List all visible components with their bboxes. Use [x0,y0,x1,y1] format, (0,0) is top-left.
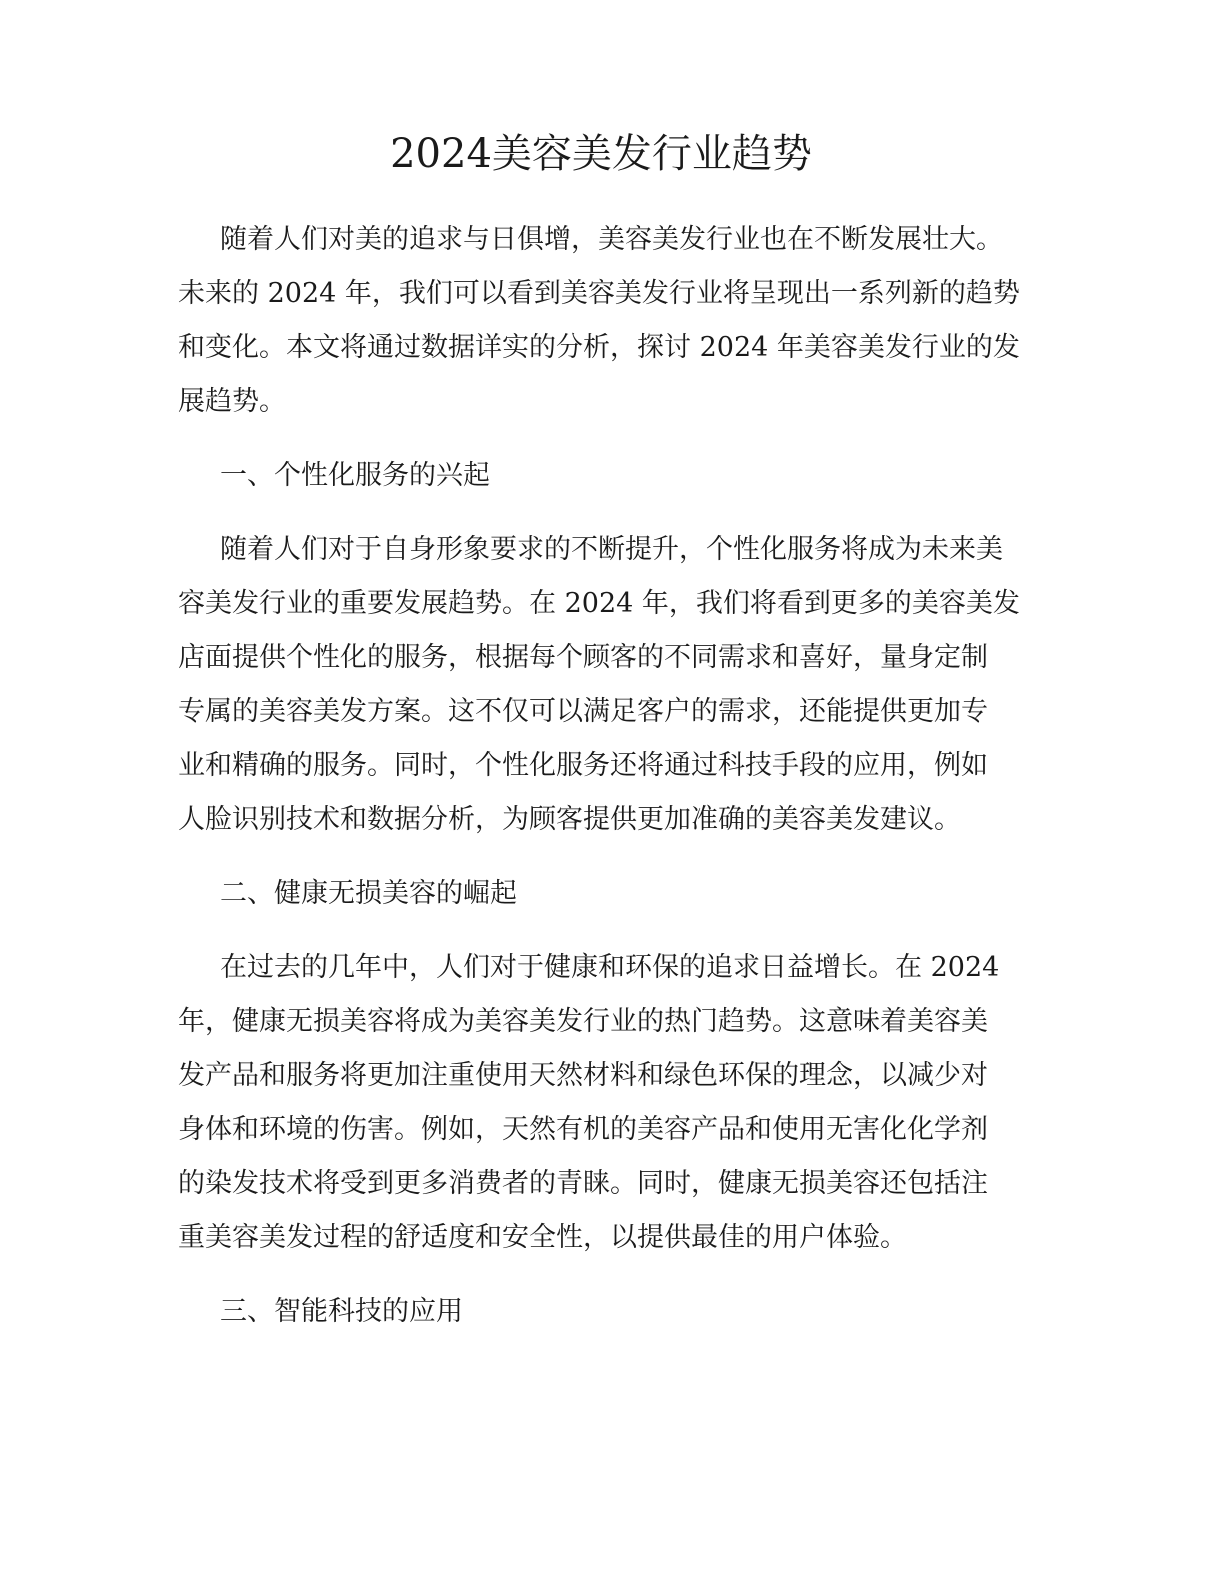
intro-line-3: 和变化。本文将通过数据详实的分析，探讨 2024 年美容美发行业的发 [178,332,1020,363]
section-1-line-3: 店面提供个性化的服务，根据每个顾客的不同需求和喜好，量身定制 [178,642,988,673]
intro-line-4: 展趋势。 [178,386,286,417]
section-1-heading: 一、个性化服务的兴起 [220,460,490,491]
section-2-line-3: 发产品和服务将更加注重使用天然材料和绿色环保的理念，以减少对 [178,1060,988,1091]
section-2-line-5: 的染发技术将受到更多消费者的青睐。同时，健康无损美容还包括注 [178,1168,988,1199]
section-2-line-1: 在过去的几年中，人们对于健康和环保的追求日益增长。在 2024 [220,952,1000,983]
section-2-heading: 二、健康无损美容的崛起 [220,878,517,909]
section-2-line-4: 身体和环境的伤害。例如，天然有机的美容产品和使用无害化化学剂 [178,1114,988,1145]
intro-line-1: 随着人们对美的追求与日俱增，美容美发行业也在不断发展壮大。 [220,224,1003,255]
intro-line-2: 未来的 2024 年，我们可以看到美容美发行业将呈现出一系列新的趋势 [178,278,1020,309]
section-3-heading: 三、智能科技的应用 [220,1296,463,1327]
section-1-line-2: 容美发行业的重要发展趋势。在 2024 年，我们将看到更多的美容美发 [178,588,1020,619]
document-title: 2024美容美发行业趋势 [390,131,812,177]
section-2-line-2: 年，健康无损美容将成为美容美发行业的热门趋势。这意味着美容美 [178,1006,988,1037]
section-1-line-5: 业和精确的服务。同时，个性化服务还将通过科技手段的应用，例如 [178,750,988,781]
section-1-line-1: 随着人们对于自身形象要求的不断提升，个性化服务将成为未来美 [220,534,1003,565]
section-2-line-6: 重美容美发过程的舒适度和安全性，以提供最佳的用户体验。 [178,1222,907,1253]
section-1-line-4: 专属的美容美发方案。这不仅可以满足客户的需求，还能提供更加专 [178,696,988,727]
section-1-line-6: 人脸识别技术和数据分析，为顾客提供更加准确的美容美发建议。 [178,804,961,835]
